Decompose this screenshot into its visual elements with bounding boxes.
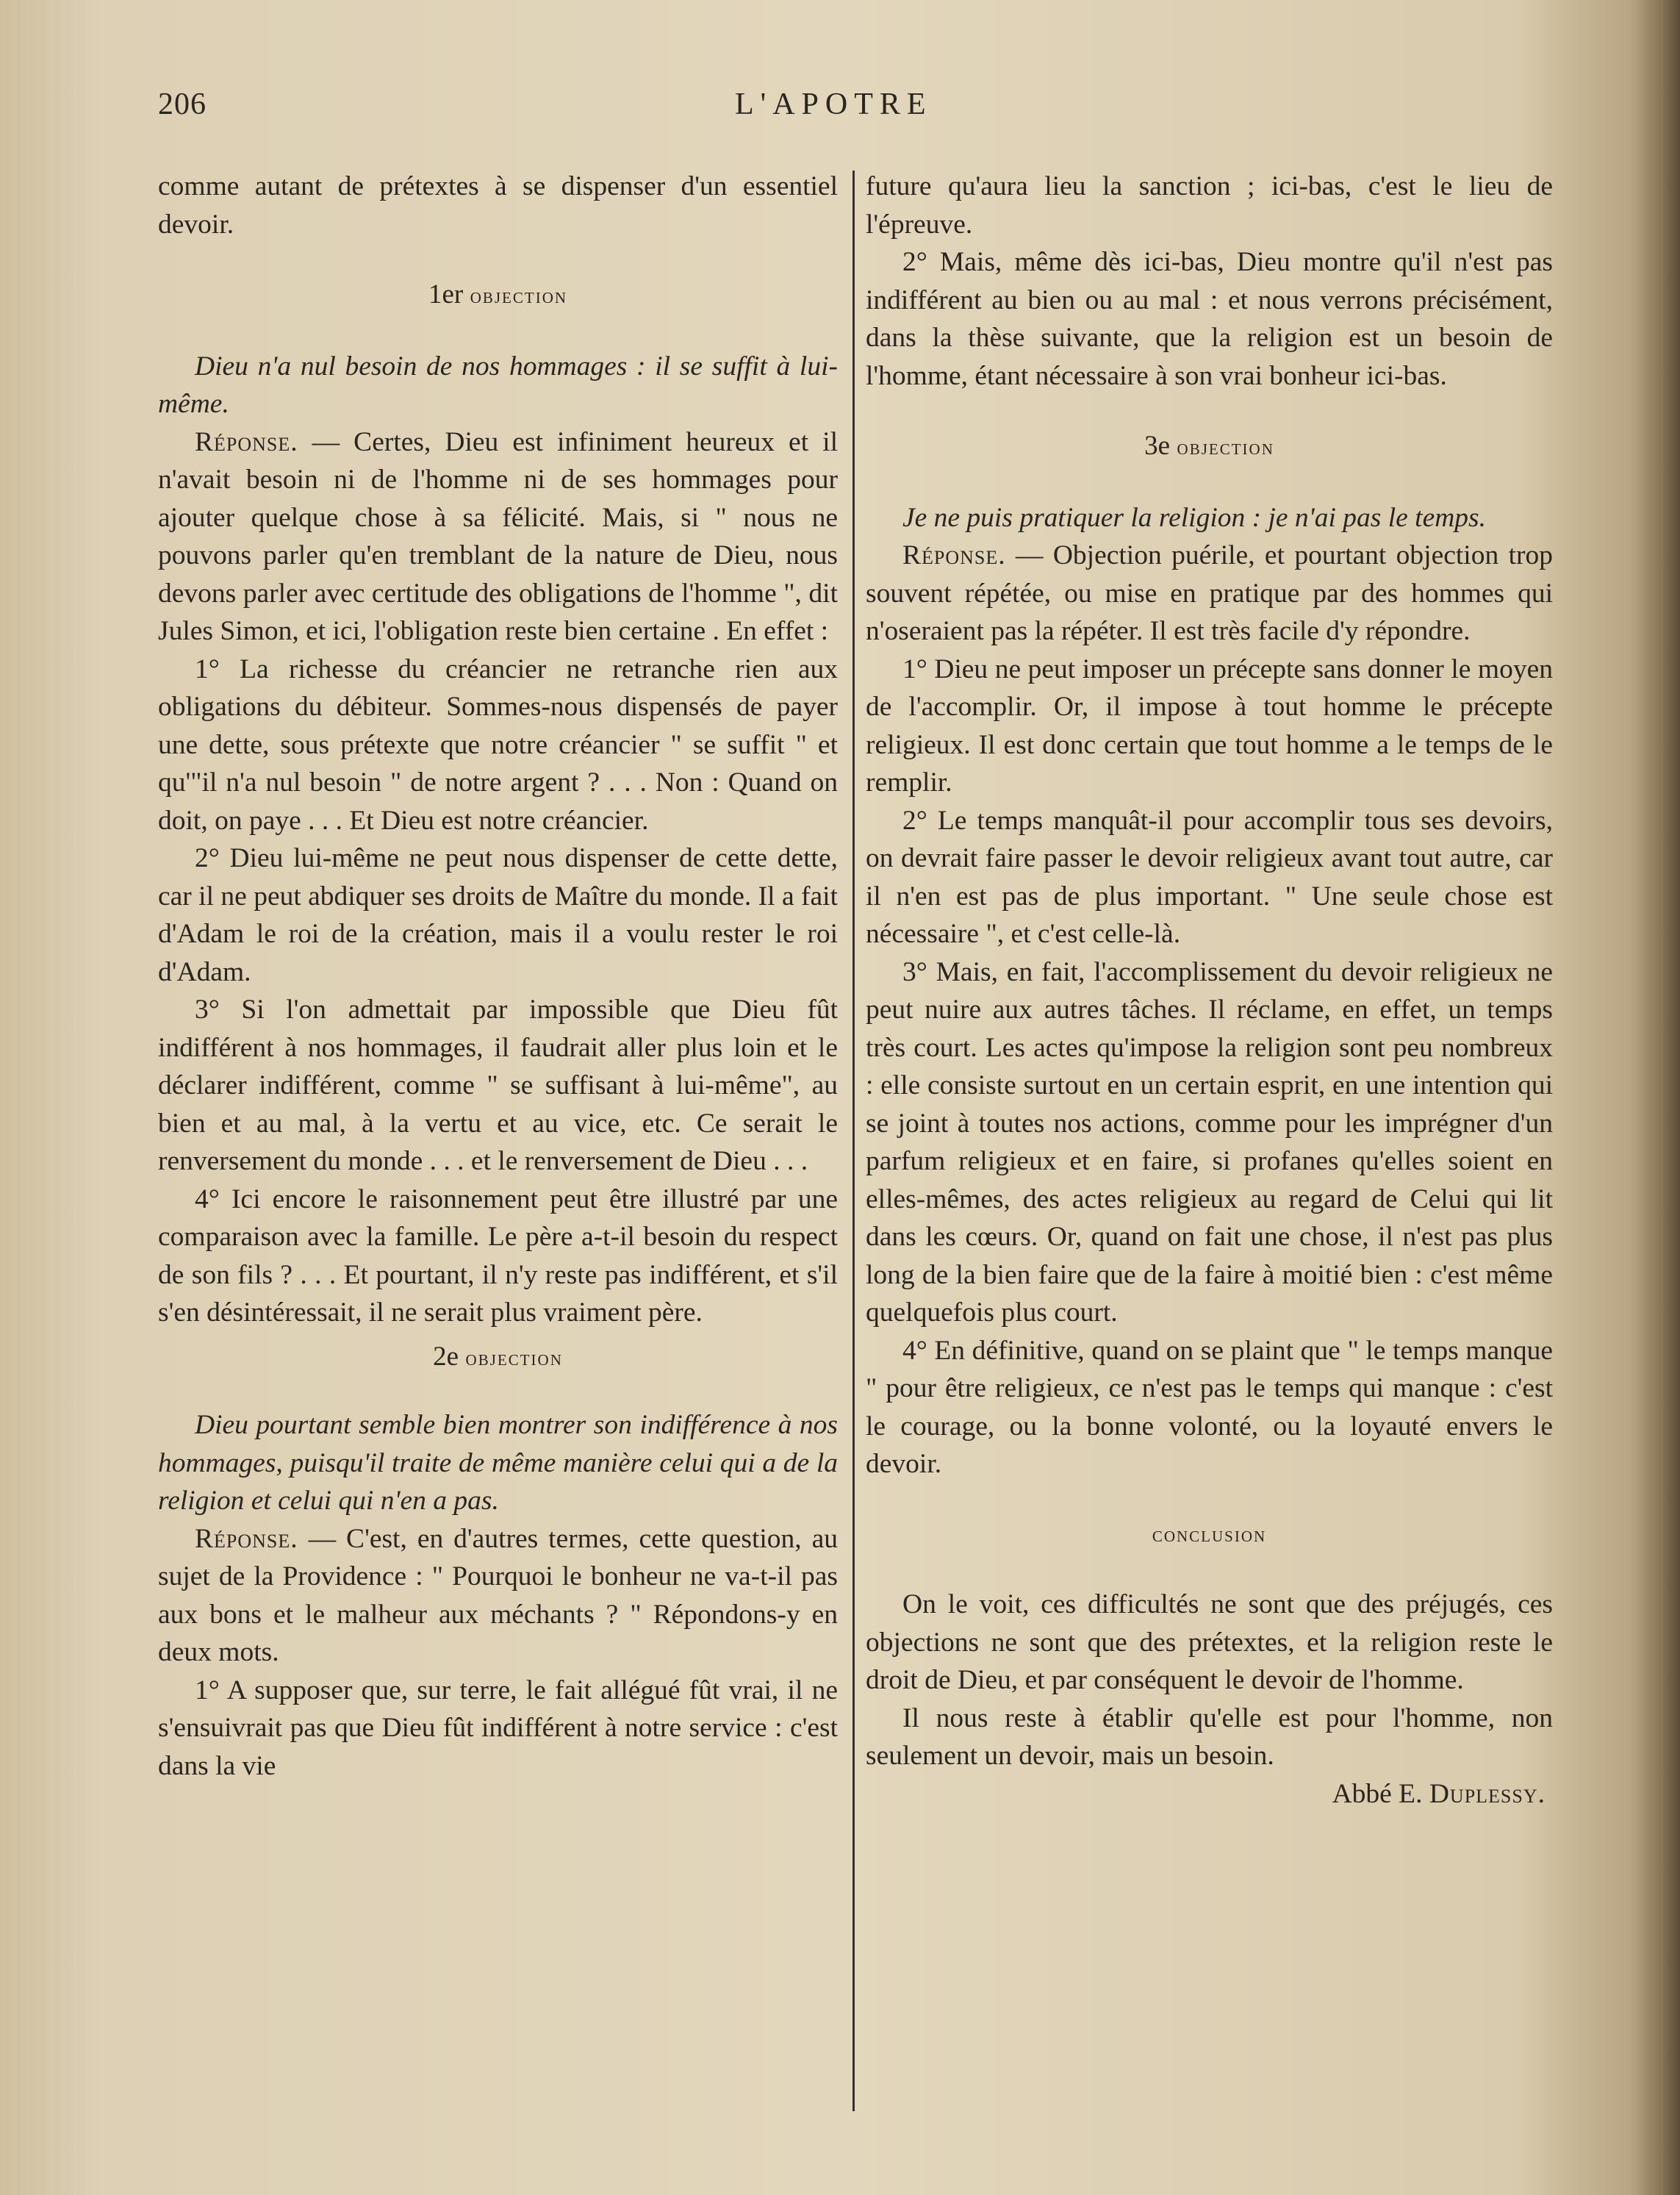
heading-word: objection — [1177, 435, 1274, 459]
reponse-label: Réponse. — [195, 1523, 298, 1554]
reponse-label: Réponse. — [195, 426, 298, 457]
right-paragraph-0: future qu'aura lieu la sanction ; ici-bas, c'est le lieu de l'épreuve. — [866, 171, 1553, 240]
right-point-5: 4° En définitive, quand on se plaint que " le temps manque " pour être religieux, ce n'est pas le temps qui manque : c'est le courage, ou la bonne volonté, ou la loyauté envers le devoir. — [866, 1335, 1553, 1479]
left-point-4: 4° Ici encore le raisonnement peut être illustré par une comparaison avec la famille. Le père a-t-il besoin du respect de son fils ? . . . Et pourtant, il n'y reste pas indifférent, et s'il s'en désintéressait, il ne serait plus vraiment père. — [158, 1184, 838, 1328]
left-point-1: 1° La richesse du créancier ne retranche rien aux obligations du débiteur. Sommes-nous dispensés de payer une dette, sous prétexte que notre créancier " se suffit " et qu'"il n'a nul besoin " de notre argent ? . . . Non : Quand on doit, on paye . . . Et Dieu est notre créancier. — [158, 654, 838, 836]
signature-last: Duplessy. — [1429, 1778, 1546, 1809]
heading-objection-2 — [158, 1338, 838, 1378]
heading-objection-3 — [866, 427, 1553, 467]
running-header — [158, 87, 1554, 138]
heading-objection-1 — [158, 276, 838, 315]
reponse-1-text: — Certes, Dieu est infiniment heureux et il n'avait besoin ni de l'homme ni de ses hommages pour ajouter quelque chose à sa félicité. Mais, si " nous ne pouvons parler qu'en tremblant de la nature de Dieu, nous devons parler avec certitude des obligations de l'homme ", dit Jules Simon, et ici, l'obligation reste bien certaine . En effet : — [158, 426, 838, 646]
left-column — [158, 168, 838, 1785]
left-point-2: 2° Dieu lui-même ne peut nous dispenser de cette dette, car il ne peut abdiquer ses droits de Maître du monde. Il a fait d'Adam le roi de la création, mais il a voulu rester le roi d'Adam. — [158, 843, 838, 987]
objection-3-text: Je ne puis pratiquer la religion : je n'ai pas le temps. — [902, 502, 1487, 533]
signature — [866, 1775, 1553, 1813]
reponse-2 — [158, 1520, 838, 1672]
right-point-1: 2° Mais, même dès ici-bas, Dieu montre qu'il n'est pas indifférent au bien ou au mal : et nous verrons précisément, dans la thèse suivante, que la religion est un besoin de l'homme, étant nécessaire à son vrai bonheur ici-bas. — [866, 247, 1553, 391]
reponse-1 — [158, 423, 838, 651]
reponse-3-text: — Objection puérile, et pourtant objection trop souvent répétée, ou mise en pratique par des hommes qui n'oseraient pas la répéter. Il est très facile d'y répondre. — [866, 540, 1553, 646]
heading-number: 3e — [1144, 431, 1171, 461]
conclusion-paragraph-2: Il nous reste à établir qu'elle est pour l'homme, non seulement un devoir, mais un besoin. — [866, 1702, 1553, 1771]
right-point-3: 2° Le temps manquât-il pour accomplir tous ses devoirs, on devrait faire passer le devoir religieux avant tout autre, car il n'en est pas de plus important. " Une seule chose est nécessaire ", et c'est celle-là. — [866, 805, 1553, 949]
signature-first: Abbé E. — [1332, 1778, 1429, 1809]
objection-1-text: Dieu n'a nul besoin de nos hommages : il se suffit à lui-même. — [158, 351, 838, 419]
column-divider — [852, 171, 855, 2111]
objection-2-text: Dieu pourtant semble bien montrer son indifférence à nos hommages, puisqu'il traite de même manière celui qui a de la religion et celui qui n'en a pas. — [158, 1410, 838, 1516]
reponse-3 — [866, 537, 1553, 651]
heading-word: conclusion — [1152, 1522, 1267, 1547]
running-title: L'APOTRE — [735, 87, 933, 121]
right-point-2: 1° Dieu ne peut imposer un précepte sans donner le moyen de l'accomplir. Or, il impose à tout homme le précepte religieux. Il est donc certain que tout homme a le temps de le remplir. — [866, 654, 1553, 798]
page-number: 206 — [158, 87, 207, 121]
left-point-5: 1° A supposer que, sur terre, le fait allégué fût vrai, il ne s'ensuivrait pas que Dieu fût indifférent à notre service : c'est dans la vie — [158, 1675, 838, 1781]
right-point-4: 3° Mais, en fait, l'accomplissement du devoir religieux ne peut nuire aux autres tâches. Il réclame, en effet, un temps très court. Les actes qu'impose la religion sont peu nombreux : elle consiste surtout en un certain esprit, en une intention qui se joint à toutes nos actions, comme pour les imprégner d'un parfum religieux et en faire, si profanes qu'elles soient en elles-mêmes, des actes religieux au regard de Celui qui lit dans les cœurs. Or, quand on fait une chose, il n'est pas plus long de la bien faire que de la faire à moitié bien : c'est même quelquefois plus court. — [866, 956, 1553, 1328]
left-point-3: 3° Si l'on admettait par impossible que Dieu fût indifférent à nos hommages, il faudrait aller plus loin et le déclarer indifférent, comme " se suffisant à lui-même", au bien et au mal, à la vertu et au vice, etc. Ce serait le renversement du monde . . . et le renversement de Dieu . . . — [158, 995, 838, 1176]
reponse-label: Réponse. — [902, 540, 1006, 570]
heading-word: objection — [470, 284, 568, 308]
heading-number: 1er — [428, 279, 464, 309]
reponse-2-text: — C'est, en d'autres termes, cette question, au sujet de la Providence : " Pourquoi le bonheur ne va-t-il pas aux bons et le malheur aux méchants ? " Répondons-y en deux mots. — [158, 1523, 839, 1667]
right-column — [866, 168, 1553, 1813]
left-paragraph-0: comme autant de prétextes à se dispenser d'un essentiel devoir. — [158, 171, 838, 240]
heading-number: 2e — [433, 1341, 459, 1372]
conclusion-paragraph-1: On le voit, ces difficultés ne sont que des préjugés, ces objections ne sont que des prétextes, et la religion reste le droit de Dieu, et par conséquent le devoir de l'homme. — [866, 1589, 1553, 1695]
heading-word: objection — [465, 1345, 563, 1370]
heading-conclusion — [866, 1516, 1553, 1554]
page-edge-shadow — [1636, 0, 1680, 2195]
